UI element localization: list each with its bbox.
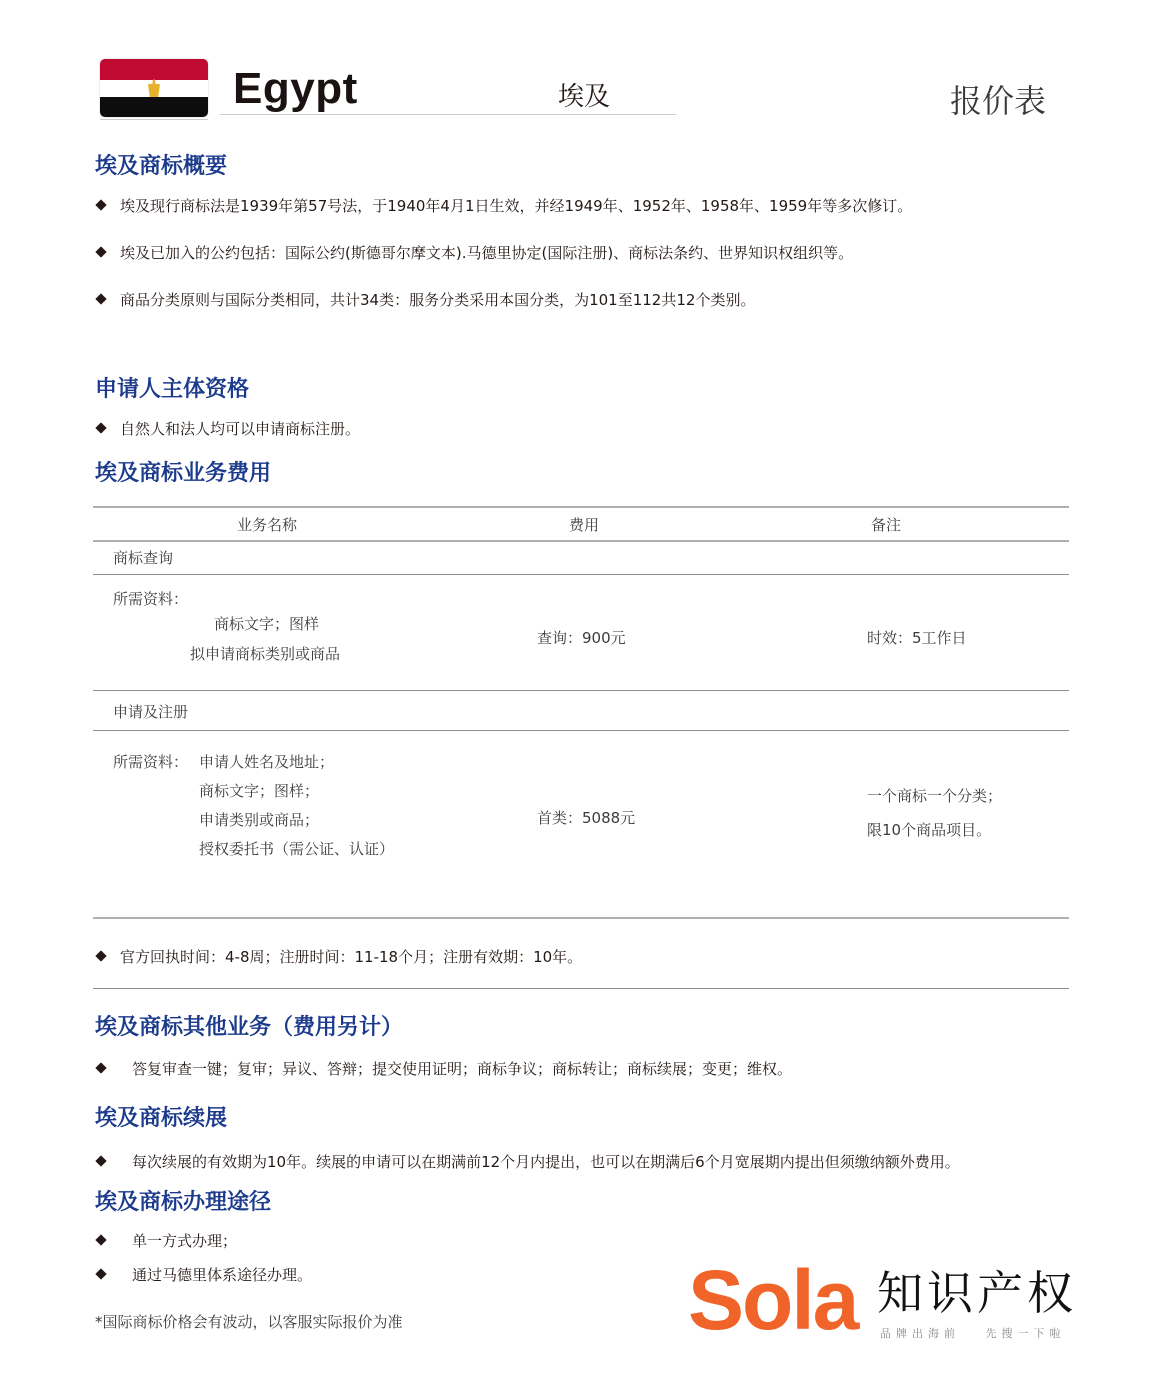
section-heading-overview: 埃及商标概要: [95, 154, 228, 179]
material-item: 商标文字；图样: [214, 615, 320, 633]
flag-black-band: [100, 97, 208, 117]
table-header-rule: [93, 540, 1069, 542]
list-item: 埃及已加入的公约包括：国际公约(斯德哥尔摩文本).马德里协定(国际注册)、商标法条约、世界知识权组织等。: [95, 242, 853, 263]
list-item: 通过马德里体系途径办理。: [95, 1264, 312, 1285]
price-note: *国际商标价格会有波动，以客服实际报价为准: [95, 1313, 403, 1331]
diamond-bullet-icon: [95, 246, 106, 257]
material-item: 拟申请商标类别或商品: [190, 645, 341, 663]
diamond-bullet-icon: [95, 1155, 106, 1166]
list-item: 单一方式办理；: [95, 1230, 237, 1251]
logo-cn-text: 知识产权: [877, 1266, 1077, 1320]
table-top-rule: [93, 506, 1069, 508]
table-rule: [93, 574, 1069, 575]
materials-label: 所需资料：: [113, 590, 189, 608]
list-item: 自然人和法人均可以申请商标注册。: [95, 418, 360, 439]
title-divider: [220, 114, 676, 115]
country-name-en: Egypt: [233, 64, 358, 113]
table-rule: [93, 690, 1069, 691]
section-heading-routes: 埃及商标办理途径: [95, 1190, 272, 1215]
flag-underline: [100, 119, 208, 120]
flag-red-band: [100, 59, 208, 80]
remark: 时效：5工作日: [867, 629, 967, 647]
diamond-bullet-icon: [95, 950, 106, 961]
materials-label: 所需资料：: [113, 753, 189, 771]
table-header-fee: 费用: [569, 516, 600, 534]
diamond-bullet-icon: [95, 293, 106, 304]
list-item: 商品分类原则与国际分类相同，共计34类：服务分类采用本国分类，为101至112共12个类别。: [95, 289, 755, 310]
country-name-cn: 埃及: [558, 82, 611, 112]
fee-value: 首类：5088元: [537, 809, 636, 827]
remark: 一个商标一个分类；: [867, 787, 1003, 805]
material-item: 申请人姓名及地址；: [199, 753, 335, 771]
list-item: 答复审查一键；复审；异议、答辩；提交使用证明；商标争议；商标转让；商标续展；变更；维权。: [95, 1058, 792, 1079]
material-item: 商标文字；图样；: [199, 782, 320, 800]
table-group-name: 申请及注册: [113, 703, 189, 721]
diamond-bullet-icon: [95, 1268, 106, 1279]
table-rule: [93, 730, 1069, 731]
section-heading-eligibility: 申请人主体资格: [95, 377, 250, 402]
logo-slogan: 品牌出海前 先搜一下啦: [880, 1327, 1066, 1340]
sola-logo: Sola: [688, 1253, 858, 1347]
table-header-remarks: 备注: [871, 516, 902, 534]
diamond-bullet-icon: [95, 199, 106, 210]
material-item: 申请类别或商品；: [199, 811, 320, 829]
doc-title: 报价表: [950, 82, 1047, 120]
diamond-bullet-icon: [95, 422, 106, 433]
list-item: 埃及现行商标法是1939年第57号法，于1940年4月1日生效，并经1949年、1952年、1958年、1959年等多次修订。: [95, 195, 912, 216]
table-header-name: 业务名称: [237, 516, 298, 534]
section-heading-renewal: 埃及商标续展: [95, 1106, 228, 1131]
section-heading-other: 埃及商标其他业务（费用另计）: [95, 1015, 404, 1040]
section-divider: [93, 988, 1069, 989]
diamond-bullet-icon: [95, 1234, 106, 1245]
table-group-name: 商标查询: [113, 549, 174, 567]
diamond-bullet-icon: [95, 1062, 106, 1073]
section-heading-fees: 埃及商标业务费用: [95, 461, 272, 486]
table-bottom-rule: [93, 917, 1069, 919]
remark: 限10个商品项目。: [867, 821, 992, 839]
egypt-flag-icon: [100, 59, 208, 117]
list-item: 每次续展的有效期为10年。续展的申请可以在期满前12个月内提出，也可以在期满后6个月宽展期内提出但须缴纳额外费用。: [95, 1151, 960, 1172]
material-item: 授权委托书（需公证、认证）: [199, 840, 395, 858]
list-item: 官方回执时间：4-8周；注册时间：11-18个月；注册有效期：10年。: [95, 946, 582, 967]
fee-value: 查询：900元: [537, 629, 626, 647]
